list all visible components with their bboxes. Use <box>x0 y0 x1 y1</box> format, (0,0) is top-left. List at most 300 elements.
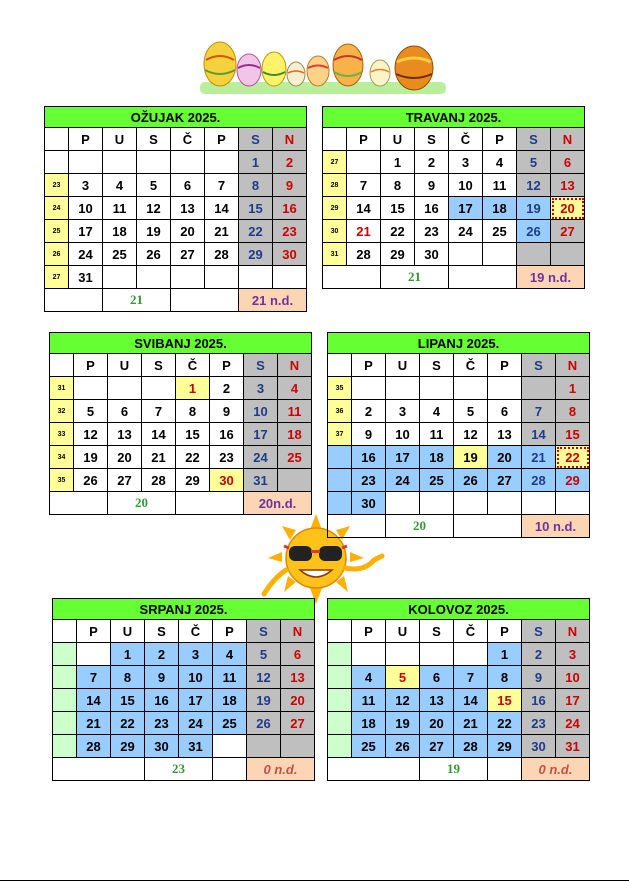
day-cell: 11 <box>352 689 386 712</box>
day-cell: 22 <box>176 446 210 469</box>
week-number <box>53 689 77 712</box>
weekday-header: N <box>556 620 590 643</box>
day-cell: 16 <box>273 197 307 220</box>
day-cell: 21 <box>347 220 381 243</box>
weekday-header: N <box>273 128 307 151</box>
day-cell: 29 <box>488 735 522 758</box>
summary-spacer <box>488 758 522 781</box>
day-cell <box>420 643 454 666</box>
week-number <box>328 712 352 735</box>
day-cell: 21 <box>522 446 556 469</box>
weekday-header: S <box>145 620 179 643</box>
day-cell: 14 <box>522 423 556 446</box>
non-teaching-days: 20n.d. <box>244 492 312 515</box>
day-cell: 8 <box>239 174 273 197</box>
summary-spacer <box>45 289 103 312</box>
week-number: 32 <box>50 400 74 423</box>
day-cell: 18 <box>213 689 247 712</box>
summary-spacer <box>171 289 239 312</box>
day-cell: 4 <box>483 151 517 174</box>
day-cell: 9 <box>352 423 386 446</box>
day-cell: 27 <box>551 220 585 243</box>
school-days-count: 21 <box>381 266 449 289</box>
week-number: 24 <box>45 197 69 220</box>
day-cell: 21 <box>205 220 239 243</box>
day-cell: 16 <box>522 689 556 712</box>
day-cell: 17 <box>179 689 213 712</box>
day-cell: 8 <box>111 666 145 689</box>
week-number-header <box>53 620 77 643</box>
day-cell <box>488 377 522 400</box>
weekday-header: P <box>347 128 381 151</box>
day-cell <box>449 243 483 266</box>
day-cell: 15 <box>239 197 273 220</box>
day-cell: 2 <box>415 151 449 174</box>
day-cell: 25 <box>103 243 137 266</box>
weekday-header: U <box>103 128 137 151</box>
weekday-header: P <box>488 354 522 377</box>
day-cell: 30 <box>145 735 179 758</box>
day-cell: 15 <box>381 197 415 220</box>
day-cell: 20 <box>108 446 142 469</box>
day-cell: 2 <box>522 643 556 666</box>
day-cell: 14 <box>205 197 239 220</box>
day-cell: 22 <box>111 712 145 735</box>
day-cell: 8 <box>556 400 590 423</box>
day-cell: 24 <box>69 243 103 266</box>
day-cell: 17 <box>244 423 278 446</box>
week-number-header <box>328 620 352 643</box>
day-cell: 20 <box>420 712 454 735</box>
day-cell: 2 <box>145 643 179 666</box>
day-cell: 17 <box>69 220 103 243</box>
month-title: TRAVANJ 2025. <box>323 107 585 128</box>
school-days-count: 20 <box>108 492 176 515</box>
weekday-header: P <box>213 620 247 643</box>
day-cell: 2 <box>210 377 244 400</box>
month-title: SRPANJ 2025. <box>53 599 315 620</box>
non-teaching-days: 21 n.d. <box>239 289 307 312</box>
day-cell: 8 <box>488 666 522 689</box>
day-cell <box>103 266 137 289</box>
day-cell: 25 <box>278 446 312 469</box>
weekday-header: S <box>420 354 454 377</box>
day-cell: 16 <box>145 689 179 712</box>
weekday-header: S <box>239 128 273 151</box>
weekday-header: S <box>522 620 556 643</box>
week-number <box>53 643 77 666</box>
day-cell: 14 <box>77 689 111 712</box>
day-cell: 1 <box>381 151 415 174</box>
summary-spacer <box>53 758 145 781</box>
day-cell: 4 <box>103 174 137 197</box>
day-cell <box>386 377 420 400</box>
day-cell: 14 <box>142 423 176 446</box>
day-cell: 26 <box>454 469 488 492</box>
day-cell: 1 <box>488 643 522 666</box>
day-cell: 19 <box>386 712 420 735</box>
day-cell: 25 <box>483 220 517 243</box>
day-cell: 4 <box>420 400 454 423</box>
day-cell: 1 <box>111 643 145 666</box>
weekday-header: S <box>415 128 449 151</box>
day-cell: 10 <box>386 423 420 446</box>
day-cell: 15 <box>111 689 145 712</box>
week-number <box>45 151 69 174</box>
day-cell: 3 <box>386 400 420 423</box>
week-number: 36 <box>328 400 352 423</box>
day-cell: 24 <box>244 446 278 469</box>
weekday-header: P <box>205 128 239 151</box>
day-cell: 20 <box>171 220 205 243</box>
day-cell <box>247 735 281 758</box>
day-cell: 28 <box>522 469 556 492</box>
day-cell: 3 <box>69 174 103 197</box>
day-cell: 12 <box>137 197 171 220</box>
weekday-header: Č <box>176 354 210 377</box>
day-cell: 2 <box>352 400 386 423</box>
day-cell: 23 <box>522 712 556 735</box>
day-cell: 9 <box>415 174 449 197</box>
day-cell: 28 <box>77 735 111 758</box>
day-cell: 13 <box>420 689 454 712</box>
week-number: 34 <box>50 446 74 469</box>
week-number-header <box>45 128 69 151</box>
day-cell: 19 <box>517 197 551 220</box>
day-cell: 10 <box>179 666 213 689</box>
day-cell: 16 <box>415 197 449 220</box>
day-cell: 10 <box>556 666 590 689</box>
day-cell: 3 <box>179 643 213 666</box>
day-cell <box>420 377 454 400</box>
day-cell: 18 <box>278 423 312 446</box>
day-cell: 25 <box>213 712 247 735</box>
day-cell: 21 <box>142 446 176 469</box>
weekday-header: N <box>556 354 590 377</box>
day-cell: 1 <box>556 377 590 400</box>
day-cell: 3 <box>244 377 278 400</box>
day-cell: 28 <box>205 243 239 266</box>
day-cell <box>108 377 142 400</box>
day-cell: 6 <box>488 400 522 423</box>
day-cell <box>205 266 239 289</box>
day-cell <box>69 151 103 174</box>
day-cell <box>273 266 307 289</box>
day-cell <box>137 151 171 174</box>
day-cell: 26 <box>247 712 281 735</box>
day-cell: 7 <box>142 400 176 423</box>
day-cell: 10 <box>449 174 483 197</box>
day-cell: 8 <box>381 174 415 197</box>
day-cell <box>551 243 585 266</box>
weekday-header: S <box>137 128 171 151</box>
month-calendar <box>52 598 315 781</box>
summary-spacer <box>454 515 522 538</box>
day-cell: 5 <box>517 151 551 174</box>
day-cell: 31 <box>556 735 590 758</box>
day-cell: 29 <box>239 243 273 266</box>
day-cell: 12 <box>454 423 488 446</box>
week-number <box>328 446 352 469</box>
non-teaching-days: 10 n.d. <box>522 515 590 538</box>
day-cell: 6 <box>551 151 585 174</box>
day-cell <box>386 643 420 666</box>
day-cell: 20 <box>488 446 522 469</box>
day-cell <box>239 266 273 289</box>
week-number <box>328 735 352 758</box>
week-number: 25 <box>45 220 69 243</box>
day-cell: 12 <box>74 423 108 446</box>
day-cell: 26 <box>517 220 551 243</box>
week-number <box>328 492 352 515</box>
day-cell: 9 <box>145 666 179 689</box>
week-number-header <box>50 354 74 377</box>
week-number: 27 <box>323 151 347 174</box>
day-cell: 24 <box>179 712 213 735</box>
week-number <box>328 689 352 712</box>
week-number <box>53 712 77 735</box>
day-cell: 2 <box>273 151 307 174</box>
day-cell: 19 <box>247 689 281 712</box>
day-cell: 14 <box>347 197 381 220</box>
easter-eggs-icon <box>198 38 448 96</box>
day-cell: 11 <box>420 423 454 446</box>
day-cell <box>142 377 176 400</box>
weekday-header: Č <box>454 620 488 643</box>
day-cell: 23 <box>273 220 307 243</box>
day-cell: 7 <box>205 174 239 197</box>
day-cell: 7 <box>347 174 381 197</box>
weekday-header: S <box>517 128 551 151</box>
day-cell <box>77 643 111 666</box>
day-cell <box>488 492 522 515</box>
day-cell: 19 <box>137 220 171 243</box>
non-teaching-days: 0 n.d. <box>522 758 590 781</box>
day-cell: 30 <box>273 243 307 266</box>
day-cell <box>454 492 488 515</box>
weekday-header: Č <box>449 128 483 151</box>
day-cell: 31 <box>69 266 103 289</box>
day-cell <box>213 735 247 758</box>
day-cell: 9 <box>210 400 244 423</box>
week-number: 26 <box>45 243 69 266</box>
day-cell <box>137 266 171 289</box>
day-cell: 5 <box>137 174 171 197</box>
day-cell: 19 <box>74 446 108 469</box>
non-teaching-days: 19 n.d. <box>517 266 585 289</box>
day-cell: 21 <box>454 712 488 735</box>
month-title: SVIBANJ 2025. <box>50 333 312 354</box>
weekday-header: S <box>420 620 454 643</box>
week-number-header <box>323 128 347 151</box>
week-number: 35 <box>50 469 74 492</box>
day-cell: 24 <box>556 712 590 735</box>
week-number <box>53 666 77 689</box>
day-cell <box>483 243 517 266</box>
week-number: 33 <box>50 423 74 446</box>
day-cell: 27 <box>108 469 142 492</box>
day-cell <box>74 377 108 400</box>
day-cell <box>171 151 205 174</box>
week-number <box>328 666 352 689</box>
month-calendar <box>327 598 590 781</box>
day-cell <box>281 735 315 758</box>
week-number: 35 <box>328 377 352 400</box>
day-cell: 15 <box>556 423 590 446</box>
day-cell: 31 <box>244 469 278 492</box>
weekday-header: P <box>74 354 108 377</box>
day-cell: 22 <box>381 220 415 243</box>
day-cell: 23 <box>145 712 179 735</box>
day-cell: 3 <box>449 151 483 174</box>
day-cell: 16 <box>352 446 386 469</box>
week-number: 23 <box>45 174 69 197</box>
school-days-count: 21 <box>103 289 171 312</box>
week-number: 37 <box>328 423 352 446</box>
weekday-header: N <box>278 354 312 377</box>
day-cell <box>522 377 556 400</box>
month-title: LIPANJ 2025. <box>328 333 590 354</box>
day-cell: 31 <box>179 735 213 758</box>
day-cell: 25 <box>420 469 454 492</box>
week-number <box>53 735 77 758</box>
day-cell: 11 <box>213 666 247 689</box>
school-days-count: 20 <box>386 515 454 538</box>
week-number-header <box>328 354 352 377</box>
month-calendar <box>49 332 312 515</box>
day-cell: 22 <box>239 220 273 243</box>
day-cell: 22 <box>556 446 590 469</box>
day-cell: 9 <box>273 174 307 197</box>
weekday-header: S <box>244 354 278 377</box>
weekday-header: Č <box>171 128 205 151</box>
weekday-header: N <box>551 128 585 151</box>
day-cell: 26 <box>137 243 171 266</box>
day-cell: 30 <box>352 492 386 515</box>
day-cell: 5 <box>247 643 281 666</box>
weekday-header: S <box>522 354 556 377</box>
day-cell: 20 <box>551 197 585 220</box>
day-cell: 29 <box>381 243 415 266</box>
day-cell <box>454 377 488 400</box>
day-cell <box>522 492 556 515</box>
day-cell: 13 <box>488 423 522 446</box>
day-cell: 18 <box>103 220 137 243</box>
day-cell: 11 <box>278 400 312 423</box>
day-cell: 13 <box>108 423 142 446</box>
day-cell: 23 <box>210 446 244 469</box>
weekday-header: U <box>111 620 145 643</box>
day-cell <box>352 377 386 400</box>
non-teaching-days: 0 n.d. <box>247 758 315 781</box>
day-cell: 19 <box>454 446 488 469</box>
day-cell: 5 <box>454 400 488 423</box>
day-cell: 10 <box>69 197 103 220</box>
day-cell: 18 <box>483 197 517 220</box>
summary-spacer <box>328 758 420 781</box>
day-cell <box>278 469 312 492</box>
week-number <box>328 469 352 492</box>
summary-spacer <box>323 266 381 289</box>
weekday-header: Č <box>454 354 488 377</box>
page-bottom-line <box>0 880 629 881</box>
day-cell: 16 <box>210 423 244 446</box>
day-cell: 30 <box>415 243 449 266</box>
summary-spacer <box>449 266 517 289</box>
day-cell <box>454 643 488 666</box>
weekday-header: S <box>142 354 176 377</box>
day-cell: 24 <box>386 469 420 492</box>
day-cell: 28 <box>454 735 488 758</box>
day-cell: 28 <box>347 243 381 266</box>
day-cell <box>517 243 551 266</box>
month-title: KOLOVOZ 2025. <box>328 599 590 620</box>
day-cell: 17 <box>386 446 420 469</box>
day-cell: 7 <box>522 400 556 423</box>
day-cell: 1 <box>176 377 210 400</box>
day-cell: 13 <box>551 174 585 197</box>
day-cell: 24 <box>449 220 483 243</box>
weekday-header: P <box>77 620 111 643</box>
day-cell: 4 <box>278 377 312 400</box>
day-cell: 17 <box>556 689 590 712</box>
day-cell: 29 <box>111 735 145 758</box>
day-cell <box>386 492 420 515</box>
day-cell: 14 <box>454 689 488 712</box>
day-cell: 27 <box>420 735 454 758</box>
summary-spacer <box>328 515 386 538</box>
day-cell <box>205 151 239 174</box>
day-cell <box>347 151 381 174</box>
day-cell <box>103 151 137 174</box>
day-cell <box>352 643 386 666</box>
weekday-header: U <box>386 354 420 377</box>
weekday-header: P <box>488 620 522 643</box>
week-number: 27 <box>45 266 69 289</box>
day-cell: 17 <box>449 197 483 220</box>
day-cell: 6 <box>108 400 142 423</box>
day-cell: 13 <box>171 197 205 220</box>
summary-spacer <box>50 492 108 515</box>
day-cell: 12 <box>247 666 281 689</box>
day-cell: 21 <box>77 712 111 735</box>
day-cell: 30 <box>210 469 244 492</box>
day-cell: 23 <box>352 469 386 492</box>
week-number: 29 <box>323 197 347 220</box>
school-days-count: 23 <box>145 758 213 781</box>
day-cell: 26 <box>386 735 420 758</box>
day-cell: 6 <box>171 174 205 197</box>
day-cell: 7 <box>77 666 111 689</box>
weekday-header: U <box>386 620 420 643</box>
day-cell: 29 <box>556 469 590 492</box>
day-cell: 18 <box>352 712 386 735</box>
weekday-header: Č <box>179 620 213 643</box>
day-cell: 4 <box>213 643 247 666</box>
weekday-header: P <box>69 128 103 151</box>
weekday-header: P <box>352 620 386 643</box>
school-days-count: 19 <box>420 758 488 781</box>
day-cell: 5 <box>74 400 108 423</box>
day-cell: 15 <box>488 689 522 712</box>
weekday-header: S <box>247 620 281 643</box>
month-calendar <box>44 106 307 312</box>
day-cell: 4 <box>352 666 386 689</box>
day-cell: 1 <box>239 151 273 174</box>
day-cell: 26 <box>74 469 108 492</box>
day-cell: 27 <box>281 712 315 735</box>
week-number: 31 <box>50 377 74 400</box>
